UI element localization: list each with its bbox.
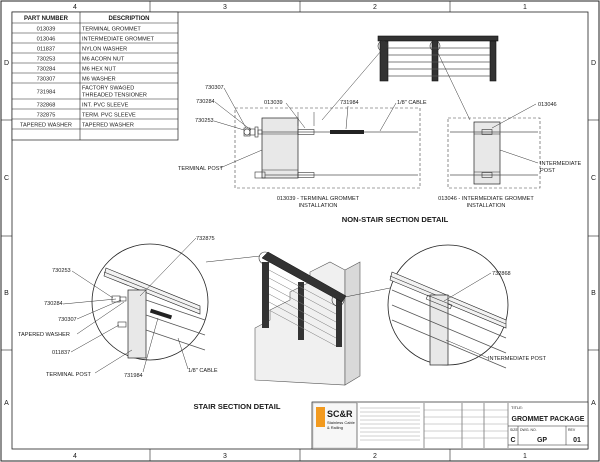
zone-row-c-left: C <box>3 175 10 182</box>
bom-desc-1: INTERMEDIATE GROMMET <box>82 36 154 43</box>
zone-col-2-top: 2 <box>373 4 377 11</box>
bom-part-9: TAPERED WASHER <box>20 122 72 129</box>
zone-col-1-bottom: 1 <box>523 453 527 460</box>
zone-row-a-left: A <box>4 400 9 407</box>
label-013039: 013039 <box>264 100 283 106</box>
bom-table <box>12 12 178 140</box>
bom-header-part: PART NUMBER <box>24 16 68 22</box>
logo-sub2: & Railing <box>327 425 344 430</box>
railing-elevation-sketch <box>322 36 498 120</box>
bom-part-2: 011837 <box>36 46 56 53</box>
bom-part-8: 732875 <box>36 112 56 119</box>
caption-terminal-line1: 013039 - TERMINAL GROMMET <box>276 196 360 202</box>
label-731984-top: 731984 <box>340 100 359 106</box>
stair-label-011837: 011837 <box>52 350 71 356</box>
zone-col-3-bottom: 3 <box>223 453 227 460</box>
bom-desc-7: INT. PVC SLEEVE <box>82 102 129 109</box>
bom-desc-6b: THREADED TENSIONER <box>82 92 147 99</box>
title-label: TITLE: <box>511 405 524 410</box>
terminal-post-shape <box>262 118 298 178</box>
label-terminal-post-top: TERMINAL POST <box>178 166 223 172</box>
bom-desc-3: M6 ACORN NUT <box>82 56 125 63</box>
nonstair-section-title: NON-STAIR SECTION DETAIL <box>341 215 449 224</box>
stair-label-cable: 1/8" CABLE <box>188 368 218 374</box>
zone-col-3-top: 3 <box>223 4 227 11</box>
title-block <box>312 402 588 449</box>
stair-label-732868: 732868 <box>492 271 511 277</box>
bom-desc-4: M6 HEX NUT <box>82 66 116 73</box>
label-intermediate-post-line2: POST <box>540 168 556 174</box>
stair-label-732875: 732875 <box>196 236 215 242</box>
zone-row-d-right: D <box>590 60 597 67</box>
tensioner-shape <box>330 130 364 134</box>
dwg-number: GP <box>536 437 548 444</box>
caption-intermediate-line1: 013046 - INTERMEDIATE GROMMET <box>438 196 534 202</box>
bom-desc-8: TERM. PVC SLEEVE <box>82 112 136 119</box>
caption-terminal-line2: INSTALLATION <box>298 203 338 209</box>
stair-3d-sketch <box>206 252 390 385</box>
bom-desc-2: NYLON WASHER <box>82 46 128 53</box>
label-intermediate-post-line1: INTERMEDIATE <box>540 161 582 167</box>
bom-part-6: 731984 <box>36 89 56 96</box>
bom-part-1: 013046 <box>36 36 56 43</box>
zone-col-4-top: 4 <box>73 4 77 11</box>
stair-label-tapered-washer: TAPERED WASHER <box>18 332 70 338</box>
stair-label-730284: 730284 <box>44 301 63 307</box>
stair-label-730307: 730307 <box>58 317 77 323</box>
size-label: SIZE <box>510 428 518 432</box>
logo-text: SC&R <box>327 409 353 419</box>
bom-part-0: 013039 <box>36 26 56 33</box>
stair-label-731984: 731984 <box>124 373 143 379</box>
label-cable-top: 1/8" CABLE <box>397 100 427 106</box>
stair-label-terminal-post: TERMINAL POST <box>46 372 91 378</box>
zone-row-b-left: B <box>4 290 9 297</box>
stair-section-title: STAIR SECTION DETAIL <box>193 402 281 411</box>
rev-value: 01 <box>573 437 581 444</box>
size-value: C <box>510 437 516 444</box>
terminal-grommet-detail <box>235 108 420 188</box>
bom-part-4: 730284 <box>36 66 56 73</box>
zone-row-c-right: C <box>590 175 597 182</box>
logo-sub1: Stainless Cable <box>327 420 355 425</box>
bom-desc-6: FACTORY SWAGED <box>82 85 135 92</box>
rev-label: REV <box>568 428 576 432</box>
intermediate-grommet-detail <box>448 118 540 188</box>
zone-col-4-bottom: 4 <box>73 453 77 460</box>
bom-desc-5: M6 WASHER <box>82 76 116 83</box>
stair-intermediate-detail-circle <box>388 245 508 368</box>
zone-row-d-left: D <box>3 60 10 67</box>
stair-label-intermediate-post: INTERMEDIATE POST <box>488 356 547 362</box>
label-730284-top: 730284 <box>196 99 215 105</box>
stair-label-730253: 730253 <box>52 268 71 274</box>
drawing-title: GROMMET PACKAGE <box>511 416 585 423</box>
label-730253-top: 730253 <box>195 118 214 124</box>
zone-row-a-right: A <box>591 400 596 407</box>
bom-desc-0: TERMINAL GROMMET <box>82 26 141 33</box>
bom-part-7: 732868 <box>36 102 56 109</box>
zone-row-b-right: B <box>591 290 596 297</box>
zone-col-1-top: 1 <box>523 4 527 11</box>
label-013046: 013046 <box>538 102 557 108</box>
bom-part-5: 730307 <box>36 76 56 83</box>
zone-col-2-bottom: 2 <box>373 453 377 460</box>
caption-intermediate-line2: INSTALLATION <box>466 203 506 209</box>
bom-desc-9: TAPERED WASHER <box>82 122 134 129</box>
stair-terminal-detail-circle <box>92 244 208 360</box>
bom-part-3: 730253 <box>36 56 56 63</box>
bom-header-desc: DESCRIPTION <box>108 16 150 22</box>
label-730307-top: 730307 <box>205 85 224 91</box>
dwg-label: DWG. NO. <box>520 428 537 432</box>
